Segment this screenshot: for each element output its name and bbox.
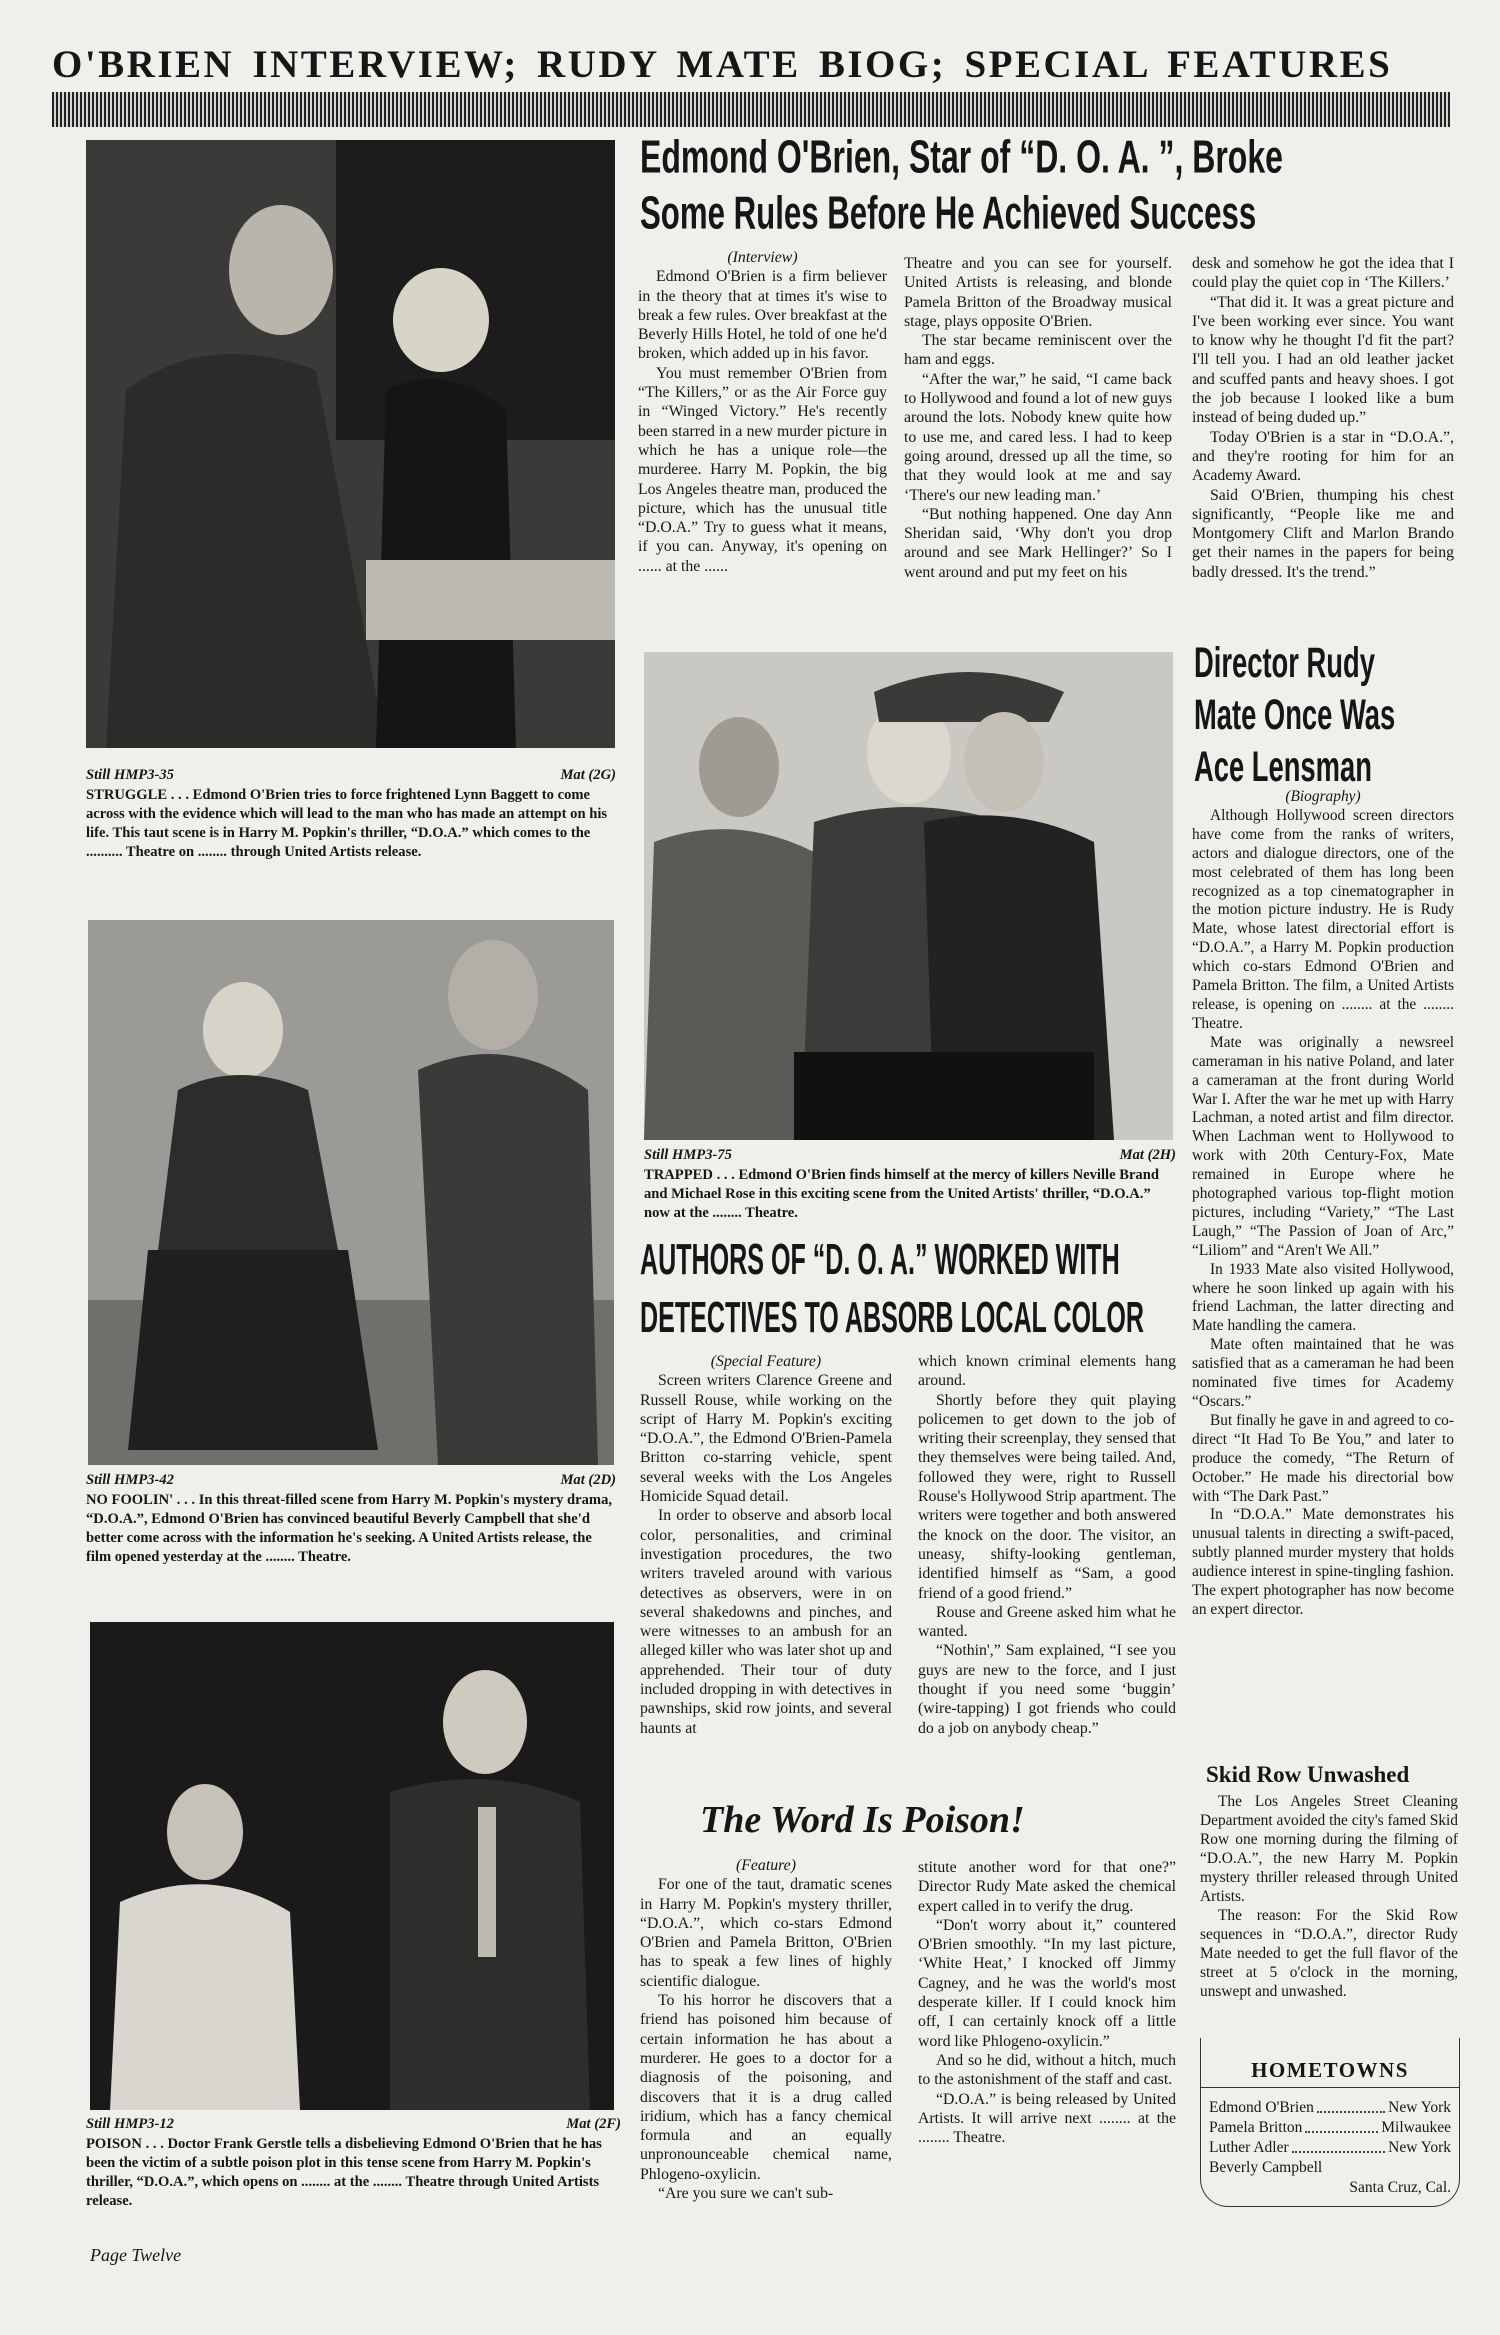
hometown-row bbox=[1201, 2158, 1459, 2178]
paragraph: In “D.O.A.” Mate demonstrates his unusual talents in directing a swift-paced, subtly planned murder mystery that holds audience interest in spine-tingling fashion. The expert photographer has now become an expert director. bbox=[1192, 1506, 1455, 1618]
paragraph: In order to observe and absorb local color, personalities, and criminal investigation procedures, the two writers traveled around with various detectives as observers, were in on several shakedowns and pinches, and were witnesses to an ambush for an alleged killer who was later shot up and apprehended. Their tour of duty included dropping in with detectives in pawnships, skid row joints, and several haunts at bbox=[640, 1507, 892, 1737]
paragraph: Said O'Brien, thumping his chest significantly, “People like me and Montgomery Clift and Marlon Brando get their names in the papers for being badly dressed. It's the trend.” bbox=[1192, 486, 1454, 581]
caption-trapped bbox=[644, 1146, 1176, 1223]
headline-interview-line-1: Edmond O'Brien, Star of “D. O. A. ”, Broke bbox=[640, 132, 1283, 183]
paragraph: desk and somehow he got the idea that I could play the quiet cop in ‘The Killers.’ bbox=[1192, 255, 1454, 292]
paragraph: Theatre and you can see for yourself. United Artists is releasing, and blonde Pamela Britton of the Broadway musical stage, plays opposite O'Brien. bbox=[904, 255, 1172, 330]
paragraph: stitute another word for that one?” Director Rudy Mate asked the chemical expert called in to verify the drug. bbox=[918, 1859, 1176, 1915]
still-number: Still HMP3-75 bbox=[644, 1147, 732, 1163]
still-number: Still HMP3-35 bbox=[86, 767, 174, 783]
mat-number: Mat (2F) bbox=[566, 2116, 621, 2132]
headline-authors-line-1: AUTHORS OF “D. O. A.” WORKED WITH bbox=[640, 1236, 1120, 1285]
caption-text: STRUGGLE . . . Edmond O'Brien tries to force frightened Lynn Baggett to come across with the evidence which will lead to the man who has made an attempt on his life. This taut scene is in Harry M. Popkin's thriller, “D.O.A.” which comes to the .......... Theatre on ........ through United Artists release. bbox=[86, 787, 608, 860]
headline-director-line-1: Director Rudy bbox=[1194, 640, 1375, 688]
headline-interview-line-2: Some Rules Before He Achieved Success bbox=[640, 188, 1257, 239]
paragraph: “Don't worry about it,” countered O'Brien smoothly. “In my last picture, ‘White Heat,’ I knocked off Jimmy Cagney, and he was the world's most desperate killer. If I could knock him off, I can certainly knock off a little word like Phlogeno-oxylicin.” bbox=[918, 1916, 1176, 2050]
paragraph: Edmond O'Brien is a firm believer in the theory that at times it's wise to break a few rules. Over breakfast at the Beverly Hills Hotel, he told of one he'd broken, which added up in his favor. bbox=[638, 268, 887, 363]
hometown-name: Pamela Britton bbox=[1209, 2119, 1303, 2136]
headline-skid-row: Skid Row Unwashed bbox=[1206, 1762, 1410, 1787]
hometown-city: Santa Cruz, Cal. bbox=[1349, 2179, 1451, 2196]
masthead-rule bbox=[52, 92, 1450, 127]
paragraph: Screen writers Clarence Greene and Russell Rouse, while working on the script of Harry M. Popkin's exciting “D.O.A.”, the Edmond O'Brien-Pamela Britton co-starring vehicle, spent several weeks with the Los Angeles Homicide Squad detail. bbox=[640, 1372, 892, 1506]
hometown-row bbox=[1201, 2118, 1459, 2138]
authors-column-1 bbox=[640, 1352, 892, 1738]
paragraph: And so he did, without a hitch, much to the astonishment of the staff and cast. bbox=[918, 2051, 1176, 2089]
poison-column-1 bbox=[640, 1856, 892, 2203]
hometown-row bbox=[1201, 2138, 1459, 2158]
mat-number: Mat (2G) bbox=[560, 767, 616, 783]
paragraph: Today O'Brien is a star in “D.O.A.”, and they're rooting for him for an Academy Award. bbox=[1192, 428, 1454, 485]
poison-kicker: (Feature) bbox=[736, 1857, 796, 1874]
headline-director-line-2: Mate Once Was bbox=[1194, 692, 1396, 740]
mat-number: Mat (2H) bbox=[1119, 1147, 1176, 1163]
hometown-city: New York bbox=[1388, 2099, 1451, 2116]
hometown-row bbox=[1201, 2178, 1459, 2198]
hometown-city: New York bbox=[1388, 2139, 1451, 2156]
still-photo-struggle bbox=[86, 140, 615, 748]
caption-text: TRAPPED . . . Edmond O'Brien finds himself at the mercy of killers Neville Brand and Michael Rose in this exciting scene from the United Artists' thriller, “D.O.A.” now at the ........ Theatre. bbox=[644, 1167, 1159, 1221]
paragraph: The reason: For the Skid Row sequences in “D.O.A.”, director Rudy Mate needed to get the full flavor of the street at 5 o'clock in the morning, unswept and unwashed. bbox=[1200, 1907, 1458, 2000]
hometowns-title: HOMETOWNS bbox=[1201, 2058, 1459, 2088]
paragraph: “Nothin',” Sam explained, “I see you guys are new to the force, and I just thought if you need some ‘buggin’ (wire-tapping) I got friends who could do a job on anybody cheap.” bbox=[918, 1642, 1176, 1737]
still-number: Still HMP3-42 bbox=[86, 1472, 174, 1488]
paragraph: Shortly before they quit playing policemen to get down to the job of writing their screenplay, they sensed that they themselves were being tailed. And, followed they were, right to Russell Rouse's Hollywood Strip apartment. The writers were together and both answered the knock on the door. The visitor, an uneasy, shifty-looking gentleman, identified himself as “Sam, a good friend of a good friend.” bbox=[918, 1391, 1176, 1602]
hometown-row bbox=[1201, 2098, 1459, 2118]
paragraph: Although Hollywood screen directors have come from the ranks of writers, actors and dialogue directors, one of the most celebrated of them has long been recognized as a top cinematographer in the motion picture industry. He is Rudy Mate, whose latest directorial effort is “D.O.A.”, a Harry M. Popkin production which co-stars Edmond O'Brien and Pamela Britton. The film, a United Artists release, is opening on ........ at the ........ Theatre. bbox=[1192, 806, 1454, 1032]
headline-word-is-poison: The Word Is Poison! bbox=[700, 1799, 1025, 1841]
hometown-name: Edmond O'Brien bbox=[1209, 2099, 1314, 2116]
caption-struggle bbox=[86, 766, 616, 862]
paragraph: “D.O.A.” is being released by United Artists. It will arrive next ........ at the ........ Theatre. bbox=[918, 2090, 1176, 2147]
interview-kicker: (Interview) bbox=[727, 249, 798, 266]
poison-column-2 bbox=[918, 1858, 1176, 2147]
interview-column-2 bbox=[904, 254, 1172, 582]
paragraph: “After the war,” he said, “I came back to Hollywood and found a lot of new guys around the lots. Nobody knew quite how to use me, and cared less. I had to keep going around, dressed up all the time, so that they would look at me and say ‘There's our new leading man.’ bbox=[904, 370, 1172, 504]
director-kicker: (Biography) bbox=[1285, 788, 1361, 805]
paragraph: The star became reminiscent over the ham and eggs. bbox=[904, 332, 1172, 369]
paragraph: “Are you sure we can't sub- bbox=[658, 2185, 834, 2203]
caption-poison bbox=[86, 2115, 621, 2211]
authors-kicker: (Special Feature) bbox=[710, 1353, 822, 1370]
still-photo-trapped bbox=[644, 652, 1173, 1140]
still-photo-poison bbox=[90, 1622, 614, 2110]
headline-director-line-3: Ace Lensman bbox=[1194, 744, 1372, 792]
caption-text: POISON . . . Doctor Frank Gerstle tells a disbelieving Edmond O'Brien that he has been the victim of a subtle poison plot in this tense scene from Harry M. Popkin's thriller, “D.O.A.”, which opens on ........ at the ........ Theatre through United Artists release. bbox=[86, 2136, 602, 2209]
paragraph: For one of the taut, dramatic scenes in Harry M. Popkin's mystery thriller, “D.O.A.”, which co-stars Edmond O'Brien and Pamela Britton, O'Brien has to speak a few lines of highly scientific dialogue. bbox=[640, 1876, 892, 1990]
page-number: Page Twelve bbox=[90, 2245, 182, 2265]
interview-column-3 bbox=[1192, 254, 1454, 582]
paragraph: Rouse and Greene asked him what he wanted. bbox=[918, 1603, 1176, 1641]
paragraph: “That did it. It was a great picture and I've been working ever since. You want to know why he thought I'd fit the part? I'll tell you. I had an old leather jacket and scuffed pants and heavy shoes. I got the job because I looked like a bum instead of being duded up.” bbox=[1192, 293, 1454, 427]
hometown-city: Milwaukee bbox=[1381, 2119, 1451, 2136]
paragraph: To his horror he discovers that a friend has poisoned him because of certain information he has about a murderer. He goes to a doctor for a diagnosis of the poisoning, and discovers that it is a drug called iridium, which has a fancy chemical formula and an equally unpronounceable chemical name, Phlogeno-oxylicin. bbox=[640, 1992, 892, 2183]
hometowns-box bbox=[1200, 2038, 1460, 2207]
mat-number: Mat (2D) bbox=[560, 1472, 616, 1488]
paragraph: In 1933 Mate also visited Hollywood, where he soon linked up again with his friend Lachman, the latter directing and Mate handling the camera. bbox=[1192, 1260, 1454, 1335]
paragraph: Mate often maintained that he was satisfied that as a cameraman he had been nominated five times for Academy “Oscars.” bbox=[1192, 1336, 1454, 1410]
paragraph: “But nothing happened. One day Ann Sheridan said, ‘Why don't you drop around and see Mark Hellinger?’ So I went around and put my feet on his bbox=[904, 505, 1172, 581]
director-biography bbox=[1192, 788, 1454, 1620]
interview-column-1 bbox=[638, 248, 887, 576]
paragraph: The Los Angeles Street Cleaning Department avoided the city's famed Skid Row one morning during the filming of “D.O.A.”, the new Harry M. Popkin mystery thriller released through United Artists. bbox=[1200, 1793, 1458, 1905]
paragraph: You must remember O'Brien from “The Killers,” or as the Air Force guy in “Winged Victory.” He's recently been starred in a new murder picture in which he has a unique role—the murderee. Harry M. Popkin, the big Los Angeles theatre man, produced the picture, which has the unusual title “D.O.A.” Try to guess what it means, if you can. Anyway, it's opening on ...... at the ...... bbox=[638, 364, 887, 575]
headline-authors-line-2: DETECTIVES TO ABSORB LOCAL COLOR bbox=[640, 1294, 1144, 1343]
hometown-name: Luther Adler bbox=[1209, 2139, 1289, 2156]
authors-column-2 bbox=[918, 1352, 1176, 1738]
paragraph: which known criminal elements hang around. bbox=[918, 1353, 1176, 1390]
still-number: Still HMP3-12 bbox=[86, 2116, 174, 2132]
skid-row-body bbox=[1200, 1792, 1458, 2001]
hometown-name: Beverly Campbell bbox=[1209, 2159, 1323, 2176]
caption-text: NO FOOLIN' . . . In this threat-filled scene from Harry M. Popkin's mystery drama, “D.O.A.”, Edmond O'Brien has convinced beautiful Beverly Campbell that she'd better come across with the information he's seeking. A United Artists release, the film opened yesterday at the ........ Theatre. bbox=[86, 1492, 613, 1565]
masthead: O'BRIEN INTERVIEW; RUDY MATE BIOG; SPECIAL FEATURES bbox=[52, 43, 1393, 86]
paragraph: Mate was originally a newsreel cameraman in his native Poland, and later a cameraman at the front during World War I. After the war he met up with Harry Lachman, a noted artist and film director. When Lachman went to Hollywood to work with 20th Century-Fox, Mate remained in Europe where he photographed various top-flight motion pictures, including “Variety,” “The Last Laugh,” “The Passion of Joan of Arc,” “Liliom” and “Aren't We All.” bbox=[1192, 1033, 1454, 1259]
paragraph: But finally he gave in and agreed to co-direct “It Had To Be You,” and later to produce the comedy, “The Return of October.” He made his directorial bow with “The Dark Past.” bbox=[1192, 1411, 1454, 1505]
caption-no-foolin bbox=[86, 1471, 616, 1567]
still-photo-no-foolin bbox=[88, 920, 614, 1465]
